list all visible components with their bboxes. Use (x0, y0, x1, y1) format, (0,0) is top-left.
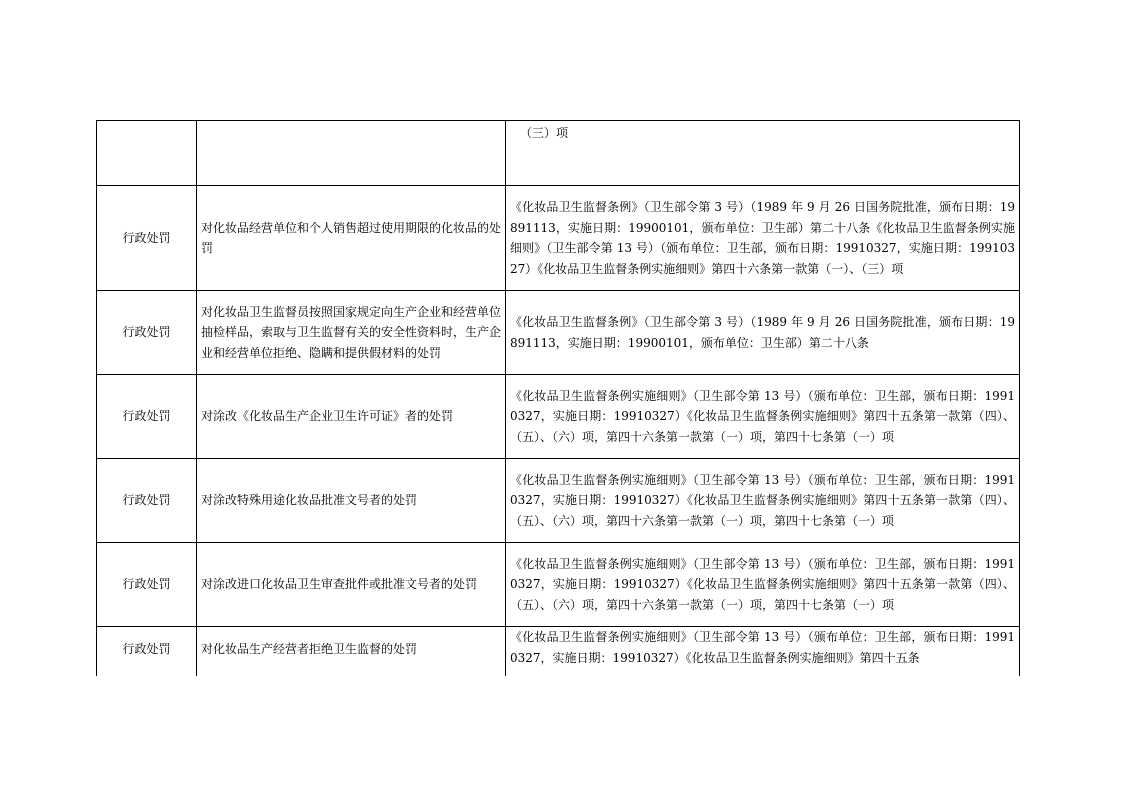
table-row (97, 121, 1020, 186)
legal-basis-cell: 《化妆品卫生监督条例》（卫生部令第 3 号）（1989 年 9 月 26 日国务院批准，颁布日期：19891113，实施日期：19900101，颁布单位：卫生部）第二十八条 (506, 291, 1020, 375)
penalty-item-cell: 对涂改特殊用途化妆品批准文号者的处罚 (197, 459, 506, 543)
penalty-type-cell: 行政处罚 (97, 543, 197, 627)
table-row (97, 186, 1020, 291)
penalty-table (96, 120, 1020, 676)
table-row (97, 375, 1020, 459)
legal-basis-cell: 《化妆品卫生监督条例实施细则》（卫生部令第 13 号）（颁布单位：卫生部，颁布日期：19910327，实施日期：19910327）《化妆品卫生监督条例实施细则》第四十五条第一款第（四）、（五）、（六）项，第四十六条第一款第（一）项，第四十七条第（一）项 (506, 543, 1020, 627)
table-row (97, 459, 1020, 543)
legal-basis-cell: （三）项 (506, 121, 1020, 186)
penalty-item-cell: 对涂改《化妆品生产企业卫生许可证》者的处罚 (197, 375, 506, 459)
penalty-item-cell: 对涂改进口化妆品卫生审查批件或批准文号者的处罚 (197, 543, 506, 627)
table-row (97, 543, 1020, 627)
penalty-type-cell: 行政处罚 (97, 186, 197, 291)
legal-basis-cell: 《化妆品卫生监督条例》（卫生部令第 3 号）（1989 年 9 月 26 日国务院批准，颁布日期：19891113，实施日期：19900101，颁布单位：卫生部）第二十八条《化妆品卫生监督条例实施细则》（卫生部令第 13 号）（颁布单位：卫生部，颁布日期：19910327，实施日期：19910327）《化妆品卫生监督条例实施细则》第四十六条第一款第（一）、（三）项 (506, 186, 1020, 291)
penalty-table-body (97, 121, 1020, 676)
penalty-type-cell: 行政处罚 (97, 459, 197, 543)
table-row (97, 291, 1020, 375)
penalty-item-cell: 对化妆品经营单位和个人销售超过使用期限的化妆品的处罚 (197, 186, 506, 291)
legal-basis-cell: 《化妆品卫生监督条例实施细则》（卫生部令第 13 号）（颁布单位：卫生部，颁布日期：19910327，实施日期：19910327）《化妆品卫生监督条例实施细则》第四十五条第一款第（四）、（五）、（六）项，第四十六条第一款第（一）项，第四十七条第（一）项 (506, 375, 1020, 459)
penalty-item-cell (197, 121, 506, 186)
penalty-type-cell: 行政处罚 (97, 291, 197, 375)
penalty-type-cell (97, 121, 197, 186)
penalty-item-cell: 对化妆品生产经营者拒绝卫生监督的处罚 (197, 627, 506, 676)
penalty-type-cell: 行政处罚 (97, 627, 197, 676)
legal-basis-cell: 《化妆品卫生监督条例实施细则》（卫生部令第 13 号）（颁布单位：卫生部，颁布日期：19910327，实施日期：19910327）《化妆品卫生监督条例实施细则》第四十五条第一款第（四）、（五）、（六）项，第四十六条第一款第（一）项，第四十七条第（一）项 (506, 459, 1020, 543)
penalty-item-cell: 对化妆品卫生监督员按照国家规定向生产企业和经营单位抽检样品，索取与卫生监督有关的安全性资料时，生产企业和经营单位拒绝、隐瞒和提供假材料的处罚 (197, 291, 506, 375)
legal-basis-cell: 《化妆品卫生监督条例实施细则》（卫生部令第 13 号）（颁布单位：卫生部，颁布日期：19910327，实施日期：19910327）《化妆品卫生监督条例实施细则》第四十五条 (506, 627, 1020, 676)
penalty-type-cell: 行政处罚 (97, 375, 197, 459)
table-row (97, 627, 1020, 676)
